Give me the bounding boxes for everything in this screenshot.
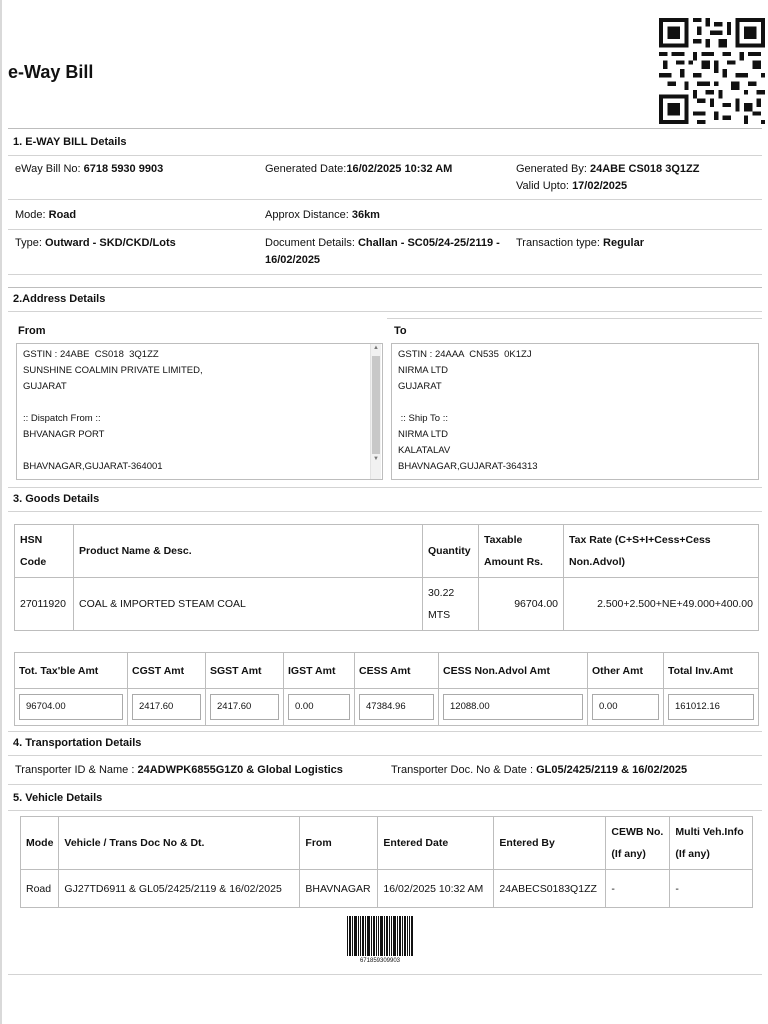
transaction-type-value: Regular [603, 237, 644, 249]
vehicle-from: BHAVNAGAR [300, 870, 378, 908]
section-title-ewb-details: 1. E-WAY BILL Details [13, 136, 127, 148]
vehicle-header-entered-date: Entered Date [378, 817, 494, 870]
goods-hsn: 27011920 [15, 578, 74, 631]
amount-header-cess-non-advol: CESS Non.Advol Amt [439, 653, 588, 689]
vehicle-cewb: - [606, 870, 670, 908]
approx-distance-value: 36km [351, 209, 380, 221]
vehicle-header-cewb: CEWB No. (If any) [606, 817, 670, 870]
vehicle-header-multi: Multi Veh.Info (If any) [670, 817, 753, 870]
ewb-number-value: 6718 5930 9903 [83, 163, 164, 175]
barcode-icon [347, 916, 413, 956]
transaction-type-label: Transaction type: [516, 237, 604, 249]
vehicle-table [20, 816, 753, 908]
ewb-number-label: eWay Bill No: [15, 163, 84, 175]
transporter-doc [391, 764, 687, 776]
scroll-up-icon[interactable]: ▲ [373, 345, 379, 351]
generated-date-label: Generated Date: [265, 163, 347, 175]
valid-upto-value: 17/02/2025 [572, 180, 628, 192]
goods-quantity: 30.22 MTS [423, 578, 479, 631]
cess-non-advol-amount-field: 12088.00 [443, 694, 583, 720]
table-row [15, 578, 759, 631]
vehicle-header-entered-by: Entered By [494, 817, 606, 870]
from-address-scrollbar[interactable] [370, 344, 381, 479]
document-details [265, 237, 500, 249]
vehicle-mode: Road [21, 870, 59, 908]
document-date-value: 16/02/2025 [265, 254, 321, 266]
page-title: e-Way Bill [8, 62, 94, 82]
goods-table [14, 524, 759, 631]
amount-header-igst: IGST Amt [284, 653, 355, 689]
amount-header-total: Total Inv.Amt [664, 653, 759, 689]
goods-tax-rate: 2.500+2.500+NE+49.000+400.00 [564, 578, 759, 631]
qr-code-icon [659, 17, 765, 125]
goods-header-quantity: Quantity [423, 525, 479, 578]
goods-header-tax-rate: Tax Rate (C+S+I+Cess+Cess Non.Advol) [564, 525, 759, 578]
vehicle-entered-date: 16/02/2025 10:32 AM [378, 870, 494, 908]
generated-by-label: Generated By: [516, 163, 590, 175]
amount-header-cess: CESS Amt [355, 653, 439, 689]
transport-mode [15, 209, 76, 221]
igst-amount-field: 0.00 [288, 694, 350, 720]
goods-header-taxable: Taxable Amount Rs. [479, 525, 564, 578]
amount-header-row [15, 653, 759, 689]
to-address-box[interactable]: GSTIN : 24AAA CN535 0K1ZJ NIRMA LTD GUJARAT :: Ship To :: NIRMA LTD KALATALAV BHAVNAGAR,GUJARAT-364313 [391, 343, 759, 480]
taxable-amount-field: 96704.00 [19, 694, 123, 720]
approx-distance-label: Approx Distance: [265, 209, 352, 221]
valid-upto [516, 180, 627, 192]
transporter-id [15, 764, 343, 776]
section-title-vehicle: 5. Vehicle Details [13, 792, 103, 804]
cess-amount-field: 47384.96 [359, 694, 434, 720]
vehicle-header-mode: Mode [21, 817, 59, 870]
supply-type-value: Outward - SKD/CKD/Lots [44, 237, 176, 249]
transporter-id-label: Transporter ID & Name : [15, 764, 138, 776]
ewb-number [15, 163, 163, 175]
transaction-type [516, 237, 644, 249]
transporter-id-value: 24ADWPK6855G1Z0 & Global Logistics [137, 764, 343, 776]
amount-header-sgst: SGST Amt [206, 653, 284, 689]
amount-header-cgst: CGST Amt [128, 653, 206, 689]
total-invoice-amount-field: 161012.16 [668, 694, 754, 720]
to-label: To [394, 325, 407, 337]
vehicle-entered-by: 24ABECS0183Q1ZZ [494, 870, 606, 908]
table-row [21, 870, 753, 908]
section-title-goods: 3. Goods Details [13, 493, 100, 505]
goods-header-row [15, 525, 759, 578]
cgst-amount-field: 2417.60 [132, 694, 201, 720]
vehicle-header-from: From [300, 817, 378, 870]
generated-by-value: 24ABE CS018 3Q1ZZ [590, 163, 700, 175]
transporter-doc-value: GL05/2425/2119 & 16/02/2025 [536, 764, 688, 776]
vehicle-number: GJ27TD6911 & GL05/2425/2119 & 16/02/2025 [59, 870, 300, 908]
valid-upto-label: Valid Upto: [516, 180, 573, 192]
document-details-value: Challan - SC05/24-25/2119 - [357, 237, 500, 249]
scroll-down-icon[interactable]: ▼ [373, 456, 379, 462]
supply-type-label: Type: [15, 237, 45, 249]
table-row [15, 689, 759, 726]
section-title-address: 2.Address Details [13, 293, 106, 305]
goods-taxable: 96704.00 [479, 578, 564, 631]
transporter-doc-label: Transporter Doc. No & Date : [391, 764, 537, 776]
amount-header-other: Other Amt [588, 653, 664, 689]
generated-by [516, 163, 699, 175]
supply-type [15, 237, 176, 249]
transport-mode-value: Road [48, 209, 77, 221]
from-address-box[interactable]: GSTIN : 24ABE CS018 3Q1ZZ SUNSHINE COALMIN PRIVATE LIMITED, GUJARAT :: Dispatch From :: BHVANAGR PORT BHAVNAGAR,GUJARAT-364001 [16, 343, 383, 480]
sgst-amount-field: 2417.60 [210, 694, 279, 720]
from-label: From [18, 325, 46, 337]
vehicle-header-row [21, 817, 753, 870]
section-title-transportation: 4. Transportation Details [13, 737, 142, 749]
generated-date-value: 16/02/2025 10:32 AM [346, 163, 453, 175]
barcode-number: 671859309903 [359, 958, 401, 964]
document-date [265, 254, 320, 266]
scroll-thumb[interactable] [372, 356, 380, 454]
generated-date [265, 163, 452, 175]
vehicle-multi-info: - [670, 870, 753, 908]
other-amount-field: 0.00 [592, 694, 659, 720]
vehicle-header-vehicle: Vehicle / Trans Doc No & Dt. [59, 817, 300, 870]
document-details-label: Document Details: [265, 237, 358, 249]
transport-mode-label: Mode: [15, 209, 49, 221]
goods-header-hsn: HSN Code [15, 525, 74, 578]
goods-product: COAL & IMPORTED STEAM COAL [74, 578, 423, 631]
approx-distance [265, 209, 380, 221]
amount-header-taxable: Tot. Tax'ble Amt [15, 653, 128, 689]
amount-summary-table [14, 652, 759, 726]
goods-header-product: Product Name & Desc. [74, 525, 423, 578]
